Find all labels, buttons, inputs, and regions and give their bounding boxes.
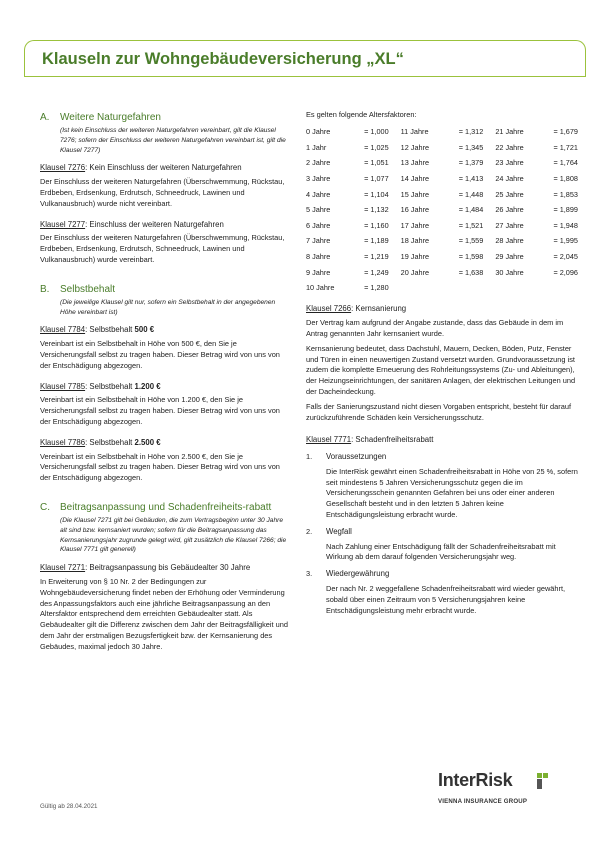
clause-text: Kernsanierung bedeutet, dass Dachstuhl, Mauern, Decken, Böden, Putz, Fenster und Türen in einen neuwertigen Zustand versetzt wurden. Grundvoraussetzung ist zudem die komplette Erneuerung des Rohrleitungssystems (Zu- und Ableitungen), der Heizungseinrichtungen, der sanitären Anlagen, der elektrischen Leitungen und der Dacheindeckung. xyxy=(306,343,576,396)
table-cell: = 1,808 xyxy=(553,173,578,183)
table-cell: 24 Jahre xyxy=(495,173,524,183)
table-cell: 0 Jahre xyxy=(306,127,331,137)
table-cell: = 1,189 xyxy=(364,236,389,246)
table-cell: = 1,598 xyxy=(458,251,484,261)
logo-name: InterRisk xyxy=(438,770,513,790)
table-cell: 18 Jahre xyxy=(400,236,430,246)
table-cell: = 1,160 xyxy=(364,220,389,230)
table-row xyxy=(306,156,578,172)
table-cell: 1 Jahr xyxy=(306,142,327,152)
table-cell: = 1,345 xyxy=(458,142,484,152)
footer-validity: Gültig ab 28.04.2021 xyxy=(40,803,98,810)
table-cell: = 1,132 xyxy=(364,205,389,215)
table-cell: = 1,764 xyxy=(553,158,578,168)
clause-heading xyxy=(40,163,290,174)
table-cell: 14 Jahre xyxy=(400,173,430,183)
table-cell: = 1,051 xyxy=(364,158,389,168)
item-title: Wegfall xyxy=(326,526,352,536)
section-b-heading xyxy=(40,284,290,296)
section-number: A. xyxy=(40,112,50,123)
table-cell: = 1,679 xyxy=(553,127,578,137)
table-cell: 20 Jahre xyxy=(400,267,430,277)
table-cell xyxy=(442,281,484,297)
section-note: (Die Klausel 7271 gilt bei Gebäuden, die zum Vertragsbeginn unter 30 Jahre alt sind bzw. kernsaniert wurden; sofern für die Beitragsanpassung das Kernsanierungsjahr zugrunde gelegt wird, gilt zusätzlich die Klausel 7266; die Klausel 7771 gilt generell) xyxy=(60,516,287,554)
clause-text: Der Vertrag kam aufgrund der Angabe zustande, dass das Gebäude in dem im Antrag genannten Jahr kernsaniert wurde. xyxy=(306,318,564,338)
age-factor-table xyxy=(306,125,578,297)
section-a xyxy=(40,112,290,266)
clause-title: : Selbstbehalt xyxy=(85,381,135,391)
table-cell: 16 Jahre xyxy=(400,205,430,215)
table-cell: 22 Jahre xyxy=(495,142,524,152)
interrisk-logo xyxy=(438,770,588,810)
table-row xyxy=(306,281,578,297)
table-cell: 28 Jahre xyxy=(495,236,524,246)
clause-amount: 500 € xyxy=(134,325,155,335)
item-number: 2. xyxy=(306,526,313,536)
clause-title: : Kein Einschluss der weiteren Naturgefahren xyxy=(85,163,242,173)
item-title: Wiedergewährung xyxy=(326,569,390,579)
table-row xyxy=(306,265,578,281)
section-title: Weitere Naturgefahren xyxy=(60,112,161,123)
clause-amount: 1.200 € xyxy=(134,381,161,391)
section-b xyxy=(40,284,290,484)
section-note: (Ist kein Einschluss der weiteren Naturgefahren vereinbart, gilt die Klausel 7276; sofern der Einschluss der weiteren Naturgefahren vereinbart ist, gilt die Klausel 7277) xyxy=(60,127,286,154)
table-cell: = 1,000 xyxy=(364,127,389,137)
table-row xyxy=(306,140,578,156)
item-text: Die InterRisk gewährt einen Schadenfreiheitsrabatt in Höhe von 25 %, sofern seit mindestens 5 Jahren Versicherungsschutz gegen die im Versicherungsschein genannten Gefahren bei uns oder einer anderen Gesellschaft besteht und in den letzten 5 Jahren keine Entschädigungsleistung erbracht wurde. xyxy=(326,466,578,520)
table-cell: 8 Jahre xyxy=(306,251,331,261)
table-cell: 2 Jahre xyxy=(306,158,331,168)
table-cell: = 1,448 xyxy=(458,189,484,199)
table-cell: 29 Jahre xyxy=(495,251,524,261)
section-number: C. xyxy=(40,501,50,513)
table-cell: 12 Jahre xyxy=(400,142,430,152)
table-cell: = 1,638 xyxy=(458,267,484,277)
table-cell: = 1,413 xyxy=(458,173,484,183)
clause-text: In Erweiterung von § 10 Nr. 2 der Bedingungen zur Wohngebäudeversicherung findet neben der Erhöhung oder Verminderung des Anpassungsfaktors auch eine jährliche Beitragsanpassung an den Altersfaktor entsprechend dem erreichten Gebäudealter statt. Als Gebäudealter gilt die Differenz zwischen dem Jahr der Beitragsfälligkeit und dem Jahr der erstmaligen Bezugsfertigkeit bzw. der Kernsanierung des Gebäudes, maximal jedoch 30 Jahre. xyxy=(40,576,288,651)
section-title: Selbstbehalt xyxy=(60,283,116,295)
table-cell: = 2,045 xyxy=(553,251,578,261)
clause-code: Klausel 7784 xyxy=(40,325,86,335)
table-cell: 19 Jahre xyxy=(400,251,430,261)
table-cell: = 1,521 xyxy=(458,220,484,230)
section-c-heading xyxy=(40,502,290,514)
clause-heading xyxy=(40,382,290,393)
table-row xyxy=(306,250,578,266)
table-cell: = 1,249 xyxy=(364,267,389,277)
table-cell: = 1,025 xyxy=(364,142,389,152)
clause-code: Klausel 7785 xyxy=(40,381,86,391)
clause-code: Klausel 7786 xyxy=(40,437,86,447)
clause-code: Klausel 7771 xyxy=(306,435,352,445)
table-cell: 17 Jahre xyxy=(400,220,430,230)
table-cell: = 1,721 xyxy=(553,142,578,152)
item-text: Der nach Nr. 2 weggefallene Schadenfreiheitsrabatt wird wieder gewährt, sobald über einen Zeitraum von 5 Versicherungsjahren keine Entschädigungsleistung mehr erbracht wurde. xyxy=(326,584,566,615)
table-cell: 5 Jahre xyxy=(306,205,331,215)
table-row xyxy=(306,218,578,234)
clause-text: Der Einschluss der weiteren Naturgefahren (Überschwemmung, Rückstau, Erdbeben, Erdsenkung, Erdrutsch, Schneedruck, Lawinen und Vulkanausbruch) wurde vereinbart. xyxy=(40,233,285,264)
table-cell: 30 Jahre xyxy=(495,267,524,277)
clause-amount: 2.500 € xyxy=(134,437,161,447)
table-cell: = 1,077 xyxy=(364,173,389,183)
clause-title: : Beitragsanpassung bis Gebäudealter 30 Jahre xyxy=(85,563,251,573)
section-note: (Die jeweilige Klausel gilt nur, sofern ein Selbstbehalt in der angegebenen Höhe vereinbart ist) xyxy=(60,298,276,316)
clause-text: Vereinbart ist ein Selbstbehalt in Höhe von 1.200 €, den Sie je Versicherungsfall selbst zu tragen haben. Dieser Betrag wird von uns von der Entschädigung abgezogen. xyxy=(40,395,280,426)
table-cell: = 1,995 xyxy=(553,236,578,246)
table-cell: = 1,219 xyxy=(364,251,389,261)
clause-heading xyxy=(40,220,290,231)
factors-intro: Es gelten folgende Altersfaktoren: xyxy=(306,110,417,119)
section-a-heading xyxy=(40,112,290,124)
table-row xyxy=(306,172,578,188)
table-cell: = 1,104 xyxy=(364,189,389,199)
table-cell: = 1,484 xyxy=(458,205,484,215)
clause-text: Der Einschluss der weiteren Naturgefahren (Überschwemmung, Rückstau, Erdbeben, Erdsenkung, Erdrutsch, Schneedruck, Lawinen und Vulkanausbruch) wurde nicht vereinbart. xyxy=(40,177,285,208)
clause-text: Vereinbart ist ein Selbstbehalt in Höhe von 500 €, den Sie je Versicherungsfall selbst zu tragen haben. Dieser Betrag wird von uns von der Entschädigung abgezogen. xyxy=(40,339,280,370)
list-item xyxy=(306,452,578,521)
list-item xyxy=(306,569,578,616)
table-cell: = 1,312 xyxy=(458,127,484,137)
page-title: Klauseln zur Wohngebäudeversicherung „XL“ xyxy=(42,50,404,68)
table-cell: 10 Jahre xyxy=(306,283,335,293)
table-cell: = 1,559 xyxy=(458,236,484,246)
clause-title: : Selbstbehalt xyxy=(85,437,135,447)
right-column xyxy=(306,110,578,622)
table-cell: 3 Jahre xyxy=(306,173,331,183)
list-item xyxy=(306,527,578,563)
clause-heading xyxy=(40,438,290,449)
table-cell: = 1,948 xyxy=(553,220,578,230)
table-cell: 21 Jahre xyxy=(495,127,524,137)
rebate-list xyxy=(306,452,578,616)
table-cell xyxy=(483,281,536,297)
clause-heading xyxy=(40,563,290,574)
table-cell: 26 Jahre xyxy=(495,205,524,215)
clause-code: Klausel 7276 xyxy=(40,163,86,173)
title-rule xyxy=(24,76,586,77)
table-cell: = 1,853 xyxy=(553,189,578,199)
clause-title: : Einschluss der weiteren Naturgefahren xyxy=(85,219,224,229)
logo-mark-icon xyxy=(537,773,549,789)
table-cell: 9 Jahre xyxy=(306,267,331,277)
table-row xyxy=(306,203,578,219)
table-cell: 4 Jahre xyxy=(306,189,331,199)
clause-title: : Kernsanierung xyxy=(351,304,407,314)
table-cell: 23 Jahre xyxy=(495,158,524,168)
table-cell: 15 Jahre xyxy=(400,189,430,199)
section-number: B. xyxy=(40,283,50,295)
table-row xyxy=(306,125,578,141)
table-cell xyxy=(536,281,578,297)
table-cell: 6 Jahre xyxy=(306,220,331,230)
clause-title: : Schadenfreiheitsrabatt xyxy=(351,435,434,445)
table-cell: 27 Jahre xyxy=(495,220,524,230)
item-text: Nach Zahlung einer Entschädigung fällt der Schadenfreiheitsrabatt mit Wirkung ab dem darauf folgenden Versicherungsjahr weg. xyxy=(326,541,556,562)
section-c xyxy=(40,502,290,653)
table-row xyxy=(306,234,578,250)
clause-code: Klausel 7277 xyxy=(40,219,86,229)
table-cell: = 1,899 xyxy=(553,205,578,215)
table-cell: 7 Jahre xyxy=(306,236,331,246)
table-cell: = 1,280 xyxy=(364,283,389,293)
clause-text: Falls der Sanierungszustand nicht diesen Vorgaben entspricht, besteht für darauf zurückzuführende Schäden kein Versicherungsschutz. xyxy=(306,401,571,422)
clause-code: Klausel 7271 xyxy=(40,563,86,573)
table-row xyxy=(306,187,578,203)
clause-title: : Selbstbehalt xyxy=(85,325,135,335)
clause-code: Klausel 7266 xyxy=(306,304,352,314)
clause-heading xyxy=(306,435,578,446)
table-cell: 11 Jahre xyxy=(400,127,429,137)
clause-heading xyxy=(306,304,578,315)
table-cell: 25 Jahre xyxy=(495,189,524,199)
table-cell: = 1,379 xyxy=(458,158,484,168)
clause-heading xyxy=(40,325,290,336)
logo-subtitle: VIENNA INSURANCE GROUP xyxy=(438,798,528,805)
item-title: Voraussetzungen xyxy=(326,452,387,462)
left-column xyxy=(40,112,290,656)
table-cell: 13 Jahre xyxy=(400,158,430,168)
section-title: Beitragsanpassung und Schadenfreiheits-rabatt xyxy=(60,501,272,513)
table-cell: = 2,096 xyxy=(553,267,578,277)
item-number: 3. xyxy=(306,569,313,579)
table-cell xyxy=(389,281,442,297)
item-number: 1. xyxy=(306,452,313,462)
clause-text: Vereinbart ist ein Selbstbehalt in Höhe von 2.500 €, den Sie je Versicherungsfall selbst zu tragen haben. Dieser Betrag wird von uns von der Entschädigung abgezogen. xyxy=(40,451,280,483)
